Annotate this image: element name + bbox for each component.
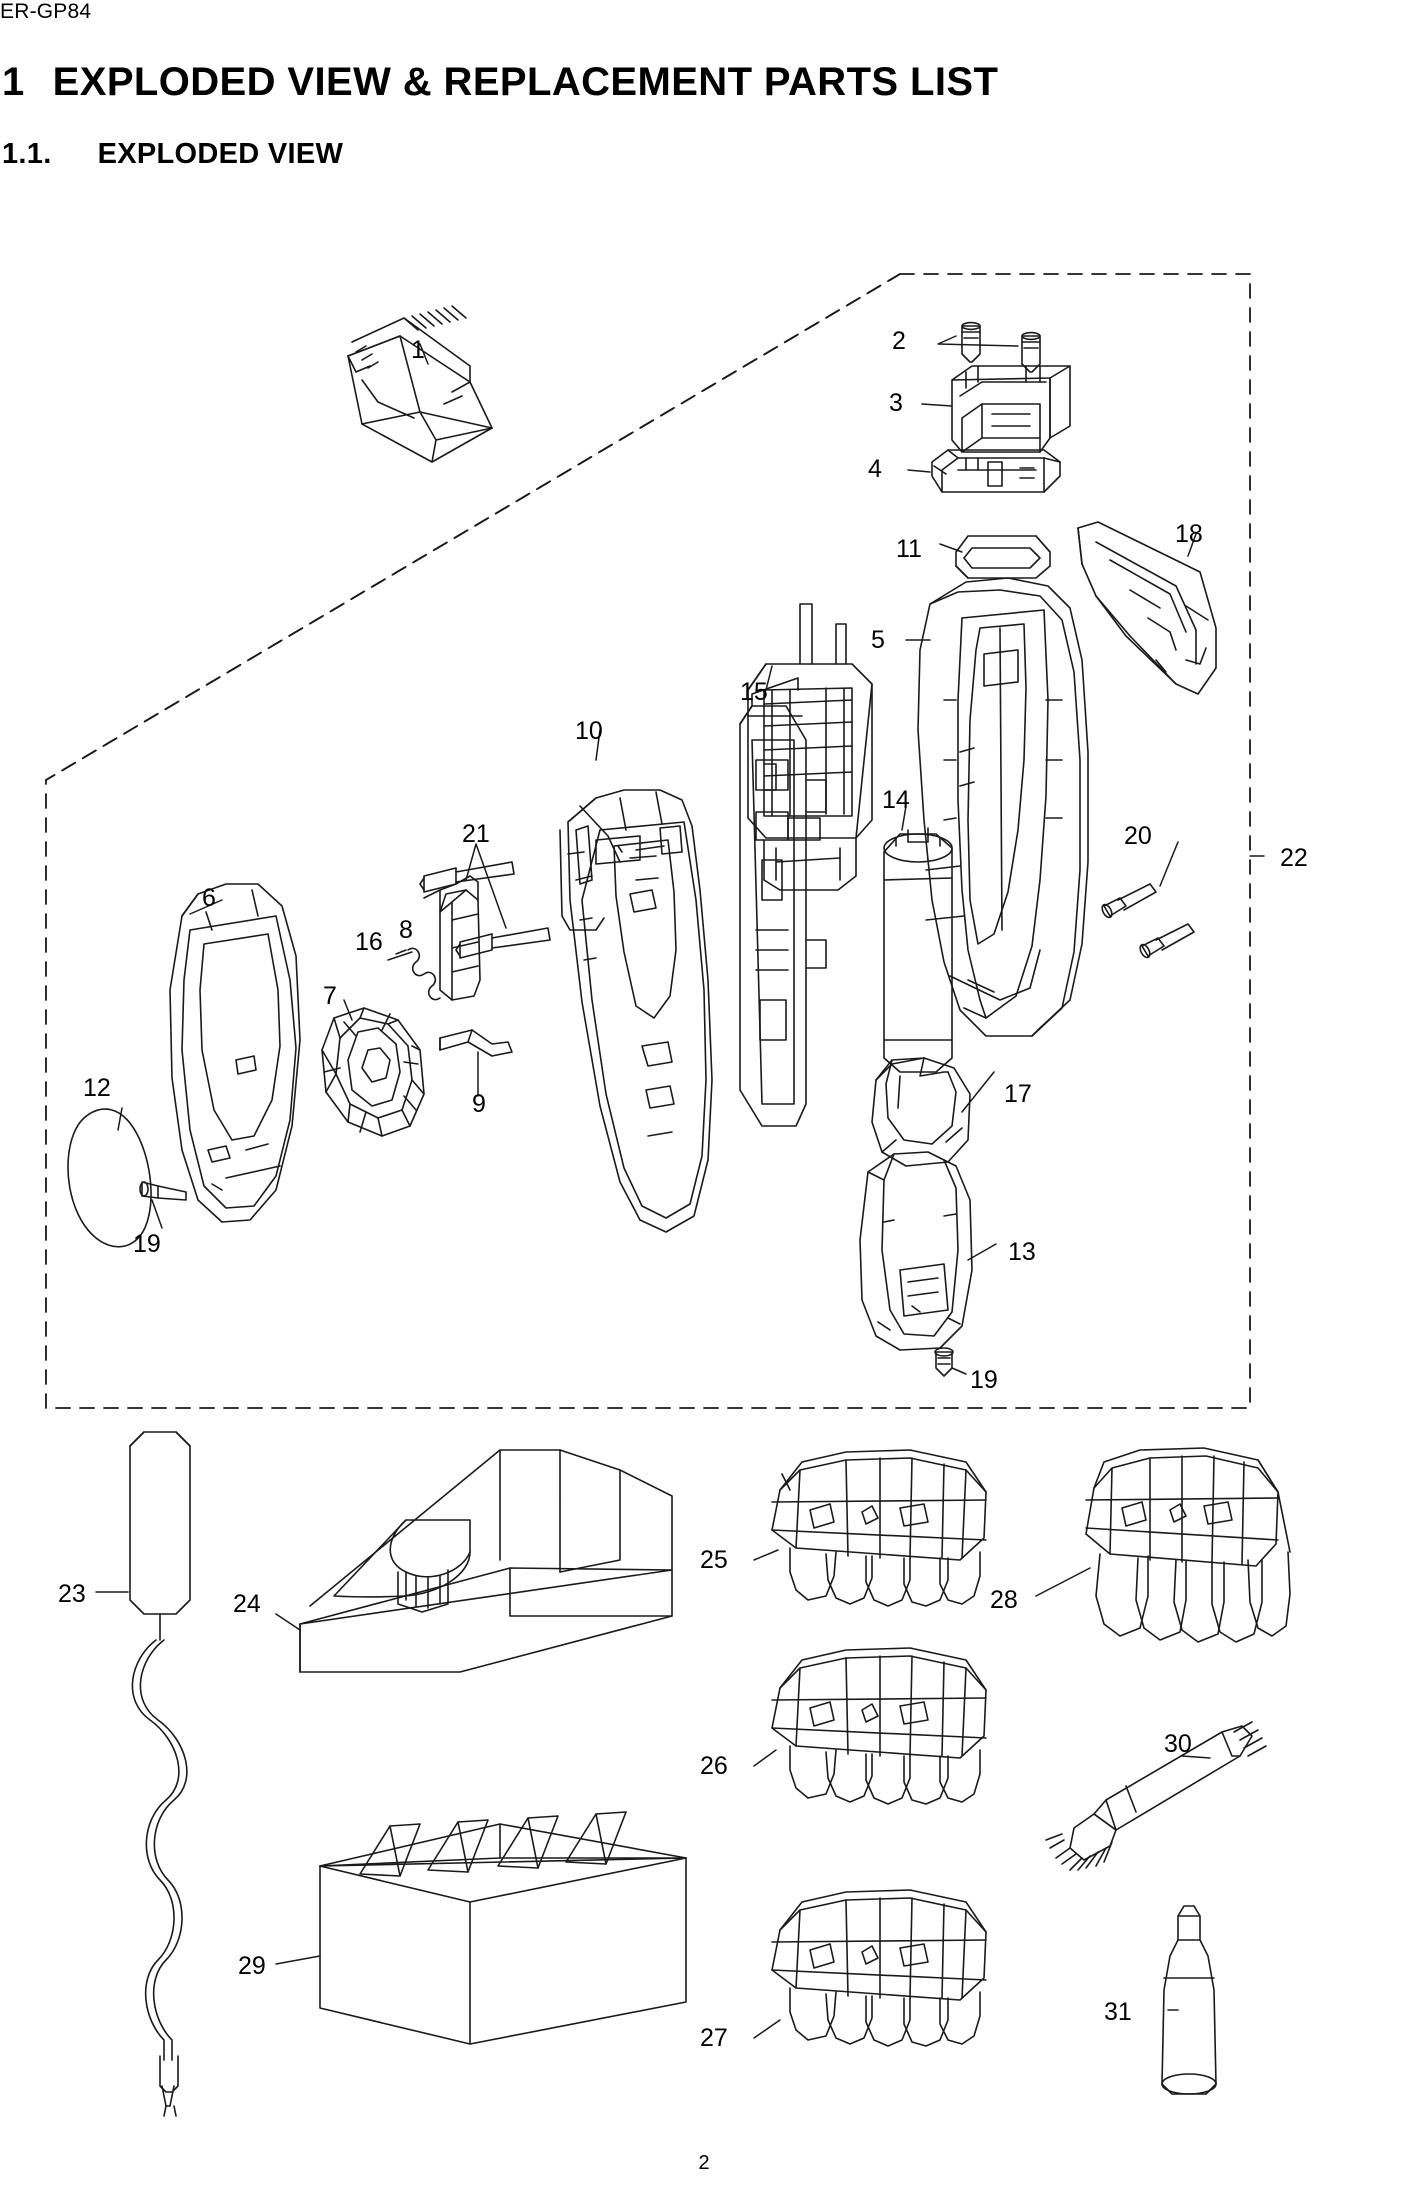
callout-2: 2 (892, 327, 906, 355)
part-19-screw-bottom (935, 1348, 953, 1376)
callout-30: 30 (1164, 1730, 1192, 1758)
callout-4: 4 (868, 455, 882, 483)
callout-9: 9 (472, 1090, 486, 1118)
section-title: EXPLODED VIEW & REPLACEMENT PARTS LIST (52, 60, 999, 104)
part-3-bracket (952, 366, 1070, 452)
part-1-blade-unit (348, 306, 492, 462)
subsection-number: 1.1. (2, 138, 52, 170)
callout-27: 27 (700, 2024, 728, 2052)
callout-25: 25 (700, 1546, 728, 1574)
callout-20: 20 (1124, 822, 1152, 850)
callout-22: 22 (1280, 844, 1308, 872)
part-9-clip (440, 1030, 512, 1056)
assembly-boundary-dashed (46, 274, 1250, 1408)
callout-24: 24 (233, 1590, 261, 1618)
part-15-battery-frame (748, 604, 872, 890)
callout-8: 8 (399, 916, 413, 944)
part-24-charging-stand (300, 1450, 672, 1672)
callout-12: 12 (83, 1074, 111, 1102)
callout-26: 26 (700, 1752, 728, 1780)
part-29-storage-case (320, 1812, 686, 2044)
callout-18: 18 (1175, 520, 1203, 548)
part-13-cradle (860, 1152, 972, 1350)
callout-3: 3 (889, 389, 903, 417)
callout-15: 15 (740, 678, 768, 706)
part-7-dial (322, 1008, 424, 1136)
part-25-comb-attachment (772, 1450, 986, 1606)
callout-23: 23 (58, 1580, 86, 1608)
callout-16: 16 (355, 928, 383, 956)
part-16-spring (408, 948, 440, 999)
part-26-comb-attachment (772, 1648, 986, 1804)
part-31-oil-bottle (1162, 1906, 1216, 2094)
callout-14: 14 (882, 786, 910, 814)
callout-5: 5 (871, 626, 885, 654)
callout-19-bottom: 19 (970, 1366, 998, 1394)
part-5-main-housing (918, 578, 1088, 1036)
section-number: 1 (2, 60, 25, 104)
callout-labels (58, 327, 1308, 2052)
callout-19-left: 19 (133, 1230, 161, 1258)
callout-11: 11 (896, 535, 922, 563)
part-6-front-cover (170, 884, 300, 1222)
callout-6: 6 (202, 884, 216, 912)
callout-1: 1 (411, 336, 425, 364)
callout-29: 29 (238, 1952, 266, 1980)
page-number: 2 (698, 2152, 710, 2174)
part-28-comb-attachment-large (1086, 1448, 1290, 1642)
part-17-blade-holder (872, 1058, 970, 1166)
part-2-screws (962, 323, 1040, 372)
part-19-screw-left (140, 1182, 186, 1200)
part-23-ac-adapter (130, 1432, 190, 2116)
callout-10: 10 (575, 717, 603, 745)
part-30-cleaning-brush (1046, 1722, 1266, 1870)
part-15-pcb-assembly (740, 678, 826, 1126)
callout-28: 28 (990, 1586, 1018, 1614)
part-4-switch-plate (932, 450, 1060, 492)
part-12-oval-plate (68, 1109, 151, 1247)
callout-17: 17 (1004, 1080, 1032, 1108)
callout-21: 21 (462, 820, 490, 848)
part-11-pad (956, 536, 1050, 578)
part-27-comb-attachment (772, 1890, 986, 2046)
callout-31: 31 (1104, 1998, 1132, 2026)
part-10-chassis-detail (560, 826, 682, 930)
callout-13: 13 (1008, 1238, 1036, 1266)
part-8-lever (424, 876, 480, 1000)
subsection-title-text: EXPLODED VIEW (97, 138, 344, 170)
callout-7: 7 (323, 982, 337, 1010)
part-20-screws (1100, 884, 1194, 959)
model-code-header: ER-GP84 (0, 0, 92, 23)
